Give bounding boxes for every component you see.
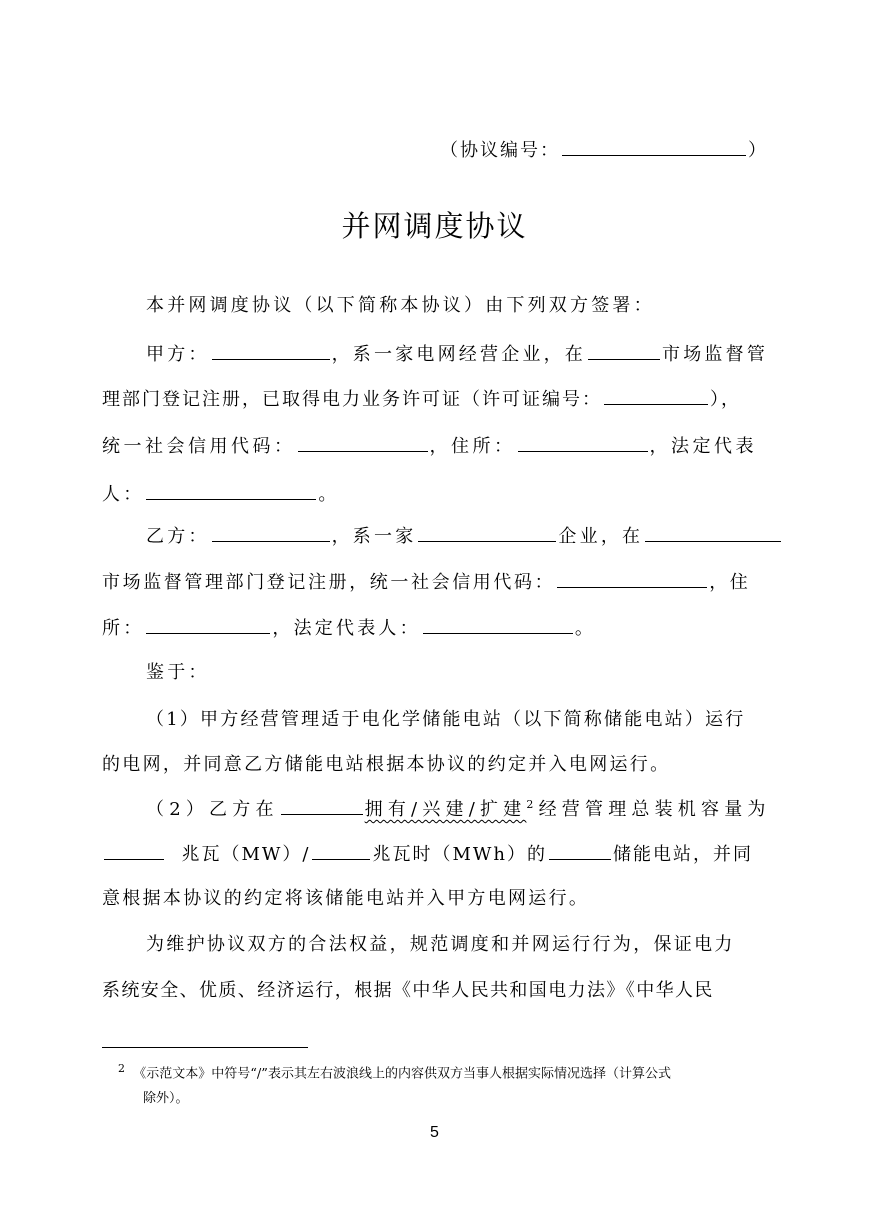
agreement-number-close: ） — [748, 140, 768, 161]
item-2-lead: （2）乙方在 — [146, 799, 279, 820]
footnote-ref: 2 — [526, 798, 539, 811]
item-2-type-blank — [549, 841, 611, 860]
party-a-period: 。 — [318, 484, 340, 505]
party-a-desc-2: 市场监督管 — [662, 344, 769, 365]
item-2-line-1 — [146, 795, 771, 821]
agreement-number-blank — [562, 137, 746, 156]
party-a-line-1 — [146, 340, 768, 366]
party-b-type-blank — [418, 523, 556, 542]
party-a-rep-label-end: 人： — [102, 484, 145, 505]
party-a-rep-label: ，法定代表 — [649, 436, 757, 457]
party-b-line-2 — [102, 568, 750, 594]
party-a-credit-blank — [298, 433, 428, 452]
party-b-credit-label: 市场监督管理部门登记注册，统一社会信用代码： — [102, 572, 556, 593]
party-a-line-4 — [102, 480, 340, 506]
item-2-mw-blank — [104, 841, 164, 860]
party-b-line-1 — [146, 522, 783, 548]
footnote-line-2: 除外）。 — [143, 1091, 189, 1106]
agreement-number-label: （协议编号： — [440, 140, 560, 161]
party-b-address-blank — [146, 615, 270, 634]
party-b-label: 乙方： — [146, 526, 210, 547]
party-b-desc: ，系一家 — [331, 526, 417, 547]
party-a-license-blank — [604, 386, 708, 405]
party-b-name-blank — [212, 523, 330, 542]
party-b-line-3 — [102, 614, 596, 640]
party-a-label: 甲方： — [146, 344, 210, 365]
purpose-line-2: 系统安全、优质、经济运行，根据《中华人民共和国电力法》《中华人民 — [102, 980, 714, 1001]
party-a-line-3 — [102, 432, 757, 458]
page-number: 5 — [430, 1124, 439, 1141]
party-a-rep-blank — [146, 481, 316, 500]
party-b-desc-2: 企业，在 — [558, 526, 644, 547]
item-1-line-2: 的电网，并同意乙方储能电站根据本协议的约定并入电网运行。 — [102, 754, 671, 775]
party-a-address-label: ，住所： — [429, 436, 516, 457]
footnote-line-1 — [118, 1062, 671, 1081]
party-a-registry-blank — [588, 341, 660, 360]
item-2-location-blank — [281, 796, 363, 815]
intro-paragraph: 本并网调度协议（以下简称本协议）由下列双方签署： — [146, 295, 655, 316]
party-a-license-close: ）， — [710, 389, 741, 410]
item-2-line-3: 意根据本协议的约定将该储能电站并入甲方电网运行。 — [102, 888, 590, 909]
party-b-address-label: ，住 — [709, 572, 751, 593]
item-2-mwh-blank — [312, 841, 370, 860]
item-2-station-label: 储能电站，并同 — [612, 844, 753, 865]
footnote-number: 2 — [118, 1062, 125, 1075]
party-b-credit-blank — [557, 569, 707, 588]
party-a-address-blank — [518, 433, 648, 452]
item-2-mw-label: 兆瓦（MW）/ — [181, 844, 311, 865]
footnote-text: 《示范文本》中符号“/”表示其左右波浪线上的内容供双方当事人根据实际情况选择（计算公式 — [133, 1066, 671, 1082]
footnote-rule — [102, 1047, 308, 1048]
whereas-heading: 鉴于： — [146, 662, 210, 683]
party-a-line-2 — [102, 385, 741, 411]
item-2-capacity-label: 经营管理总装机容量为 — [538, 799, 771, 820]
page-title: 并网调度协议 — [341, 209, 528, 243]
party-b-rep-label: ，法定代表人： — [272, 618, 421, 639]
party-b-registry-blank — [645, 523, 781, 542]
item-1-line-1: （1）甲方经营管理适于电化学储能电站（以下简称储能电站）运行 — [146, 709, 746, 730]
purpose-line-1: 为维护协议双方的合法权益，规范调度和并网运行行为，保证电力 — [146, 934, 735, 955]
party-b-rep-blank — [423, 615, 573, 634]
agreement-number — [440, 136, 768, 162]
item-2-line-2 — [102, 840, 753, 866]
party-a-credit-label: 统一社会信用代码： — [102, 436, 296, 457]
item-2-options: 拥有/兴建/扩建 — [364, 799, 527, 820]
party-a-desc: ，系一家电网经营企业，在 — [331, 344, 587, 365]
party-a-name-blank — [212, 341, 330, 360]
party-b-period: 。 — [574, 618, 597, 639]
party-a-license-text: 理部门登记注册，已取得电力业务许可证（许可证编号： — [102, 389, 602, 410]
party-b-address-label-2: 所： — [102, 618, 145, 639]
item-2-mwh-label: 兆瓦时（MWh）的 — [372, 844, 547, 865]
